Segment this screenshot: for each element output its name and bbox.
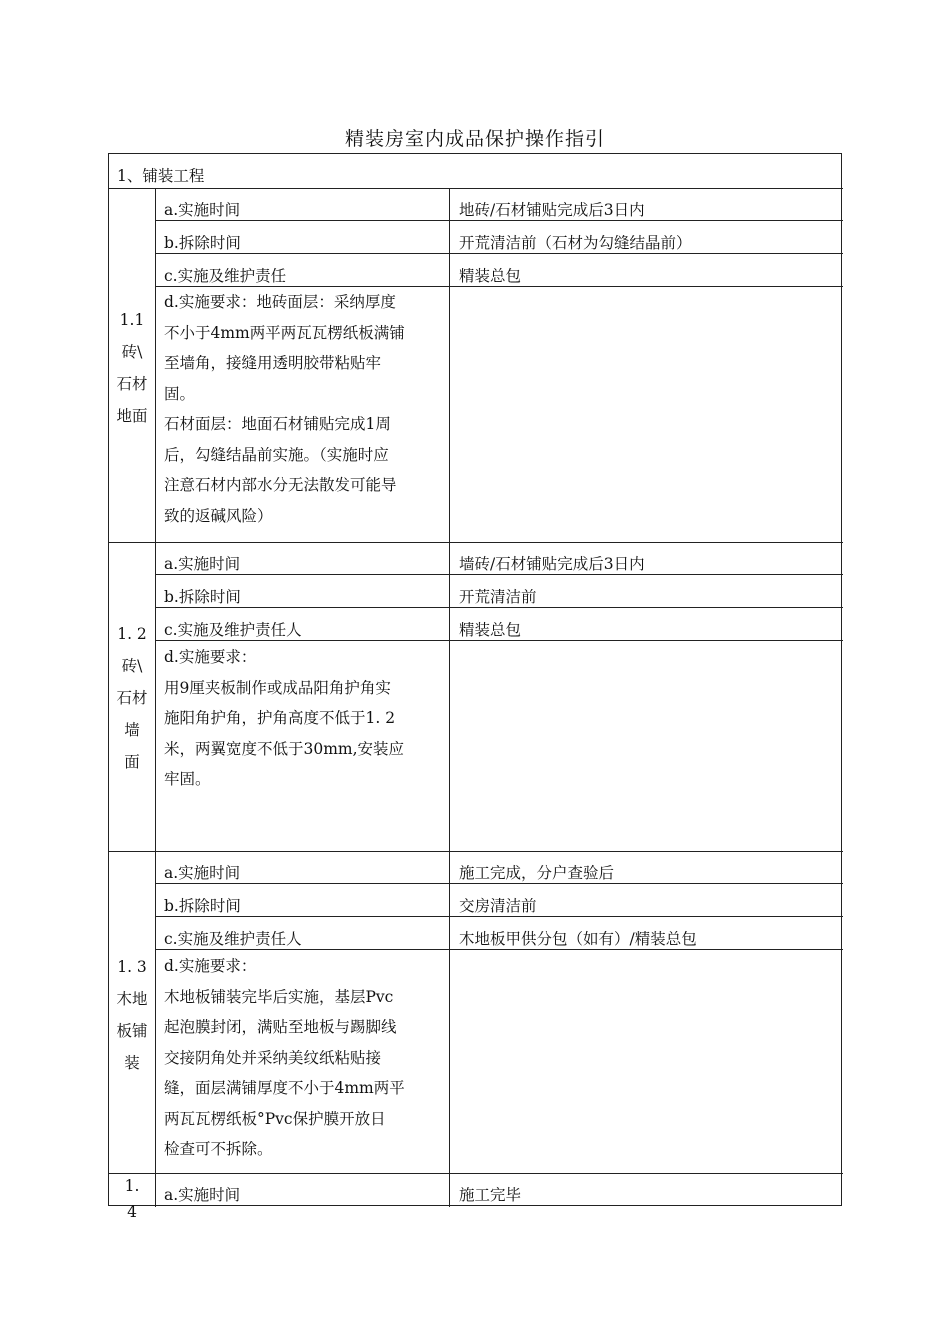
column-divider	[155, 188, 156, 1207]
section-label-1-2: 1. 2 砖\ 石材 墙 面	[116, 625, 148, 771]
document-title: 精装房室内成品保护操作指引	[344, 128, 605, 150]
column-divider	[449, 188, 450, 1207]
row-key: b.拆除时间	[164, 588, 241, 606]
row-key: c.实施及维护责任人	[164, 621, 302, 639]
requirement-text: d.实施要求：地砖面层：采纳厚度 不小于4mm两平两瓦瓦楞纸板满铺 至墙角，接缝用透明胶带粘贴牢 固。 石材面层：地面石材铺贴完成1周 后，勾缝结晶前实施。（实施时应 注意石材内部水分无法散发可能导 致的返碱风险）	[164, 293, 405, 525]
row-key: a.实施时间	[164, 201, 241, 219]
row-value: 精装总包	[459, 267, 522, 285]
section-divider	[109, 851, 843, 852]
section-divider	[109, 1173, 843, 1174]
row-divider	[109, 188, 843, 189]
section-header: 1、铺装工程	[117, 167, 205, 185]
row-value: 施工完毕	[459, 1186, 522, 1204]
requirement-text: d.实施要求： 木地板铺装完毕后实施，基层Pvc 起泡膜封闭，满贴至地板与踢脚线 交接阴角处并采纳美纹纸粘贴接 缝，面层满铺厚度不小于4mm两平 两瓦瓦楞纸板°Pvc保护膜开放日 检查可不拆除。	[164, 957, 405, 1158]
row-value: 开荒清洁前	[459, 588, 537, 606]
row-value: 交房清洁前	[459, 897, 537, 915]
row-value: 木地板甲供分包（如有）/精装总包	[459, 930, 697, 948]
row-key: b.拆除时间	[164, 897, 241, 915]
row-value: 地砖/石材铺贴完成后3日内	[459, 201, 645, 219]
guide-table	[108, 153, 842, 1221]
section-label-1-1: 1.1 砖\ 石材 地面	[116, 311, 148, 425]
row-key: b.拆除时间	[164, 234, 241, 252]
row-value: 施工完成，分户查验后	[459, 864, 615, 882]
section-label-1-3: 1. 3 木地 板铺 装	[116, 958, 148, 1072]
row-key: c.实施及维护责任人	[164, 930, 302, 948]
section-label-1-4: 1. 4	[124, 1177, 140, 1221]
row-key: c.实施及维护责任	[164, 267, 287, 285]
requirement-text: d.实施要求： 用9厘夹板制作或成品阳角护角实 施阳角护角，护角高度不低于1. 2 米，两翼宽度不低于30mm,安装应 牢固。	[164, 648, 405, 788]
row-key: a.实施时间	[164, 1186, 241, 1204]
section-divider	[109, 542, 843, 543]
row-value: 墙砖/石材铺贴完成后3日内	[459, 555, 645, 573]
row-key: a.实施时间	[164, 864, 241, 882]
row-value: 精装总包	[459, 621, 522, 639]
row-key: a.实施时间	[164, 555, 241, 573]
row-value: 开荒清洁前（石材为勾缝结晶前）	[459, 234, 692, 252]
